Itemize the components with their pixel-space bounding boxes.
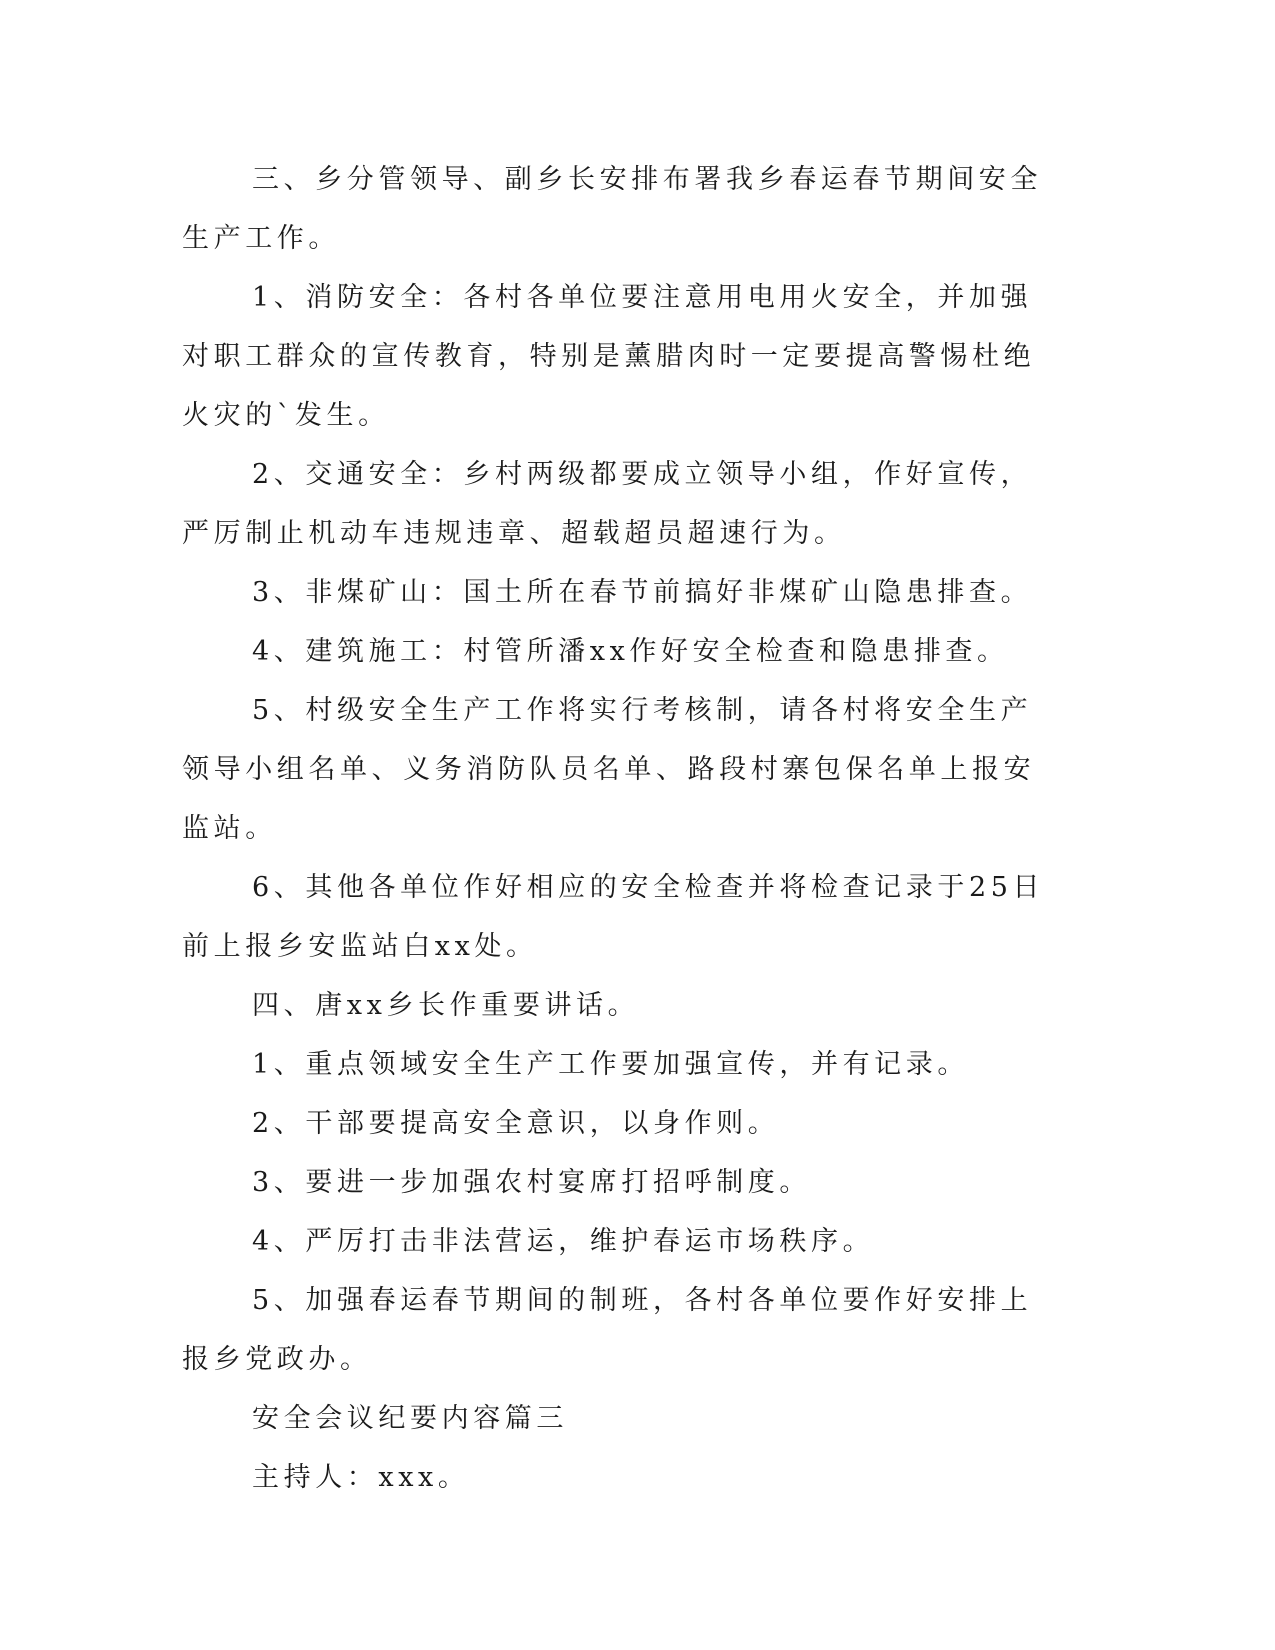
speech-point-4: 4、严厉打击非法营运，维护春运市场秩序。	[252, 1226, 875, 1257]
item-fire-safety: 1、消防安全：各村各单位要注意用电用火安全，并加强对职工群众的宣传教育，特别是薰腊肉时一定要提高警惕杜绝火灾的`发生。	[182, 282, 1036, 431]
item-traffic-safety: 2、交通安全：乡村两级都要成立领导小组，作好宣传，严厉制止机动车违规违章、超载超员超速行为。	[182, 459, 1033, 549]
article-title-part-three: 安全会议纪要内容篇三	[252, 1403, 568, 1434]
item-other-units: 6、其他各单位作好相应的安全检查并将检查记录于25日前上报乡安监站白xx处。	[182, 872, 1045, 962]
section-heading-four: 四、唐xx乡长作重要讲话。	[252, 990, 640, 1021]
speech-point-2: 2、干部要提高安全意识，以身作则。	[252, 1108, 780, 1139]
item-non-coal-mines: 3、非煤矿山：国土所在春节前搞好非煤矿山隐患排查。	[252, 577, 1033, 608]
section-heading-three: 三、乡分管领导、副乡长安排布署我乡春运春节期间安全生产工作。	[182, 164, 1042, 254]
host-line: 主持人：xxx。	[252, 1462, 470, 1493]
document-body	[182, 150, 1052, 1507]
speech-point-1: 1、重点领域安全生产工作要加强宣传，并有记录。	[252, 1049, 969, 1080]
item-village-assessment: 5、村级安全生产工作将实行考核制，请各村将安全生产领导小组名单、义务消防队员名单、路段村寨包保名单上报安监站。	[182, 695, 1036, 844]
speech-point-3: 3、要进一步加强农村宴席打招呼制度。	[252, 1167, 811, 1198]
item-construction: 4、建筑施工：村管所潘xx作好安全检查和隐患排查。	[252, 636, 1009, 667]
speech-point-5: 5、加强春运春节期间的制班，各村各单位要作好安排上报乡党政办。	[182, 1285, 1033, 1375]
